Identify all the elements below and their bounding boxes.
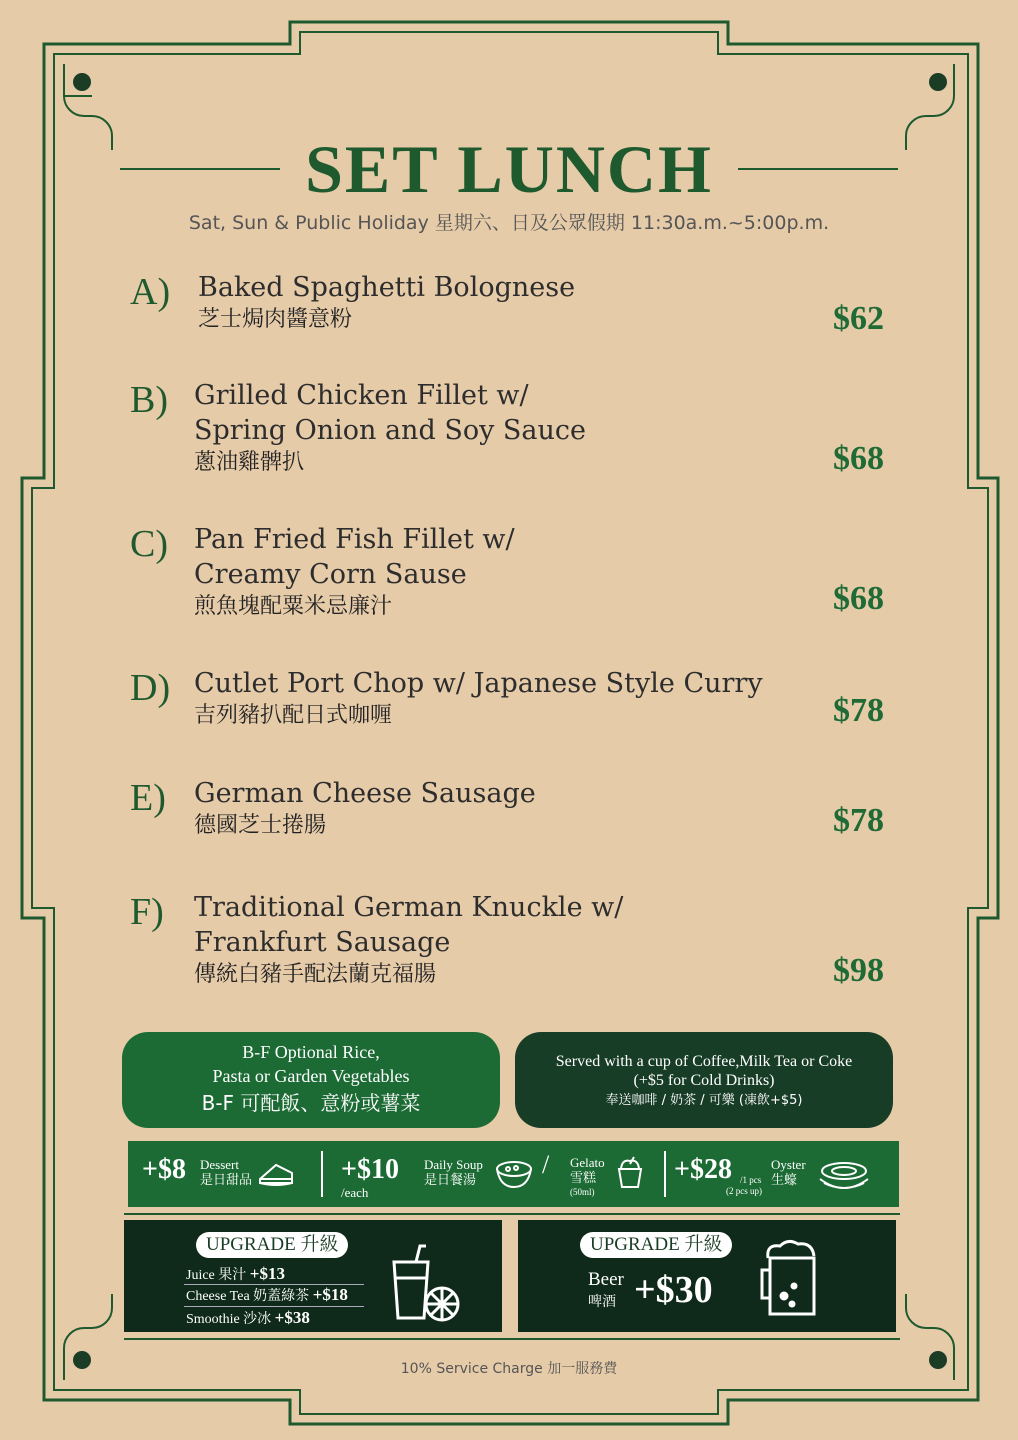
oyster-min: (2 pcs up)	[726, 1186, 762, 1196]
item-name-en: Pan Fried Fish Fillet w/	[194, 524, 515, 555]
drink-upgrade-panel	[124, 1220, 502, 1332]
oyster-icon	[816, 1157, 872, 1195]
title-rule-left	[120, 168, 280, 170]
gelato-label-en: Gelato	[570, 1155, 605, 1170]
smoothie-price: +$38	[274, 1308, 310, 1327]
sides-line-zh: B-F 可配飯、意粉或薯菜	[201, 1091, 421, 1115]
dessert-label-zh: 是日甜品	[200, 1172, 253, 1187]
item-name-zh: 煎魚塊配粟米忌廉汁	[194, 594, 393, 619]
item-letter: A)	[130, 271, 171, 313]
juice-label: Juice 果汁	[186, 1268, 247, 1283]
beer-upgrade-panel	[518, 1220, 896, 1332]
drink-included-pill	[515, 1032, 893, 1128]
item-letter: F)	[130, 891, 164, 933]
slash-divider: /	[542, 1150, 550, 1179]
item-name-zh: 吉列豬扒配日式咖喱	[194, 703, 393, 728]
optional-sides-pill	[122, 1032, 500, 1128]
smoothie-label: Smoothie 沙冰	[186, 1312, 272, 1327]
cheese-tea-price: +$18	[312, 1285, 348, 1304]
drink-line-zh: 奉送咖啡 / 奶茶 / 可樂 (凍飲+$5)	[605, 1093, 803, 1108]
item-price: $78	[833, 692, 884, 729]
item-name-en: Grilled Chicken Fillet w/	[194, 380, 529, 411]
beer-label-en: Beer	[588, 1269, 624, 1290]
item-name-en-2: Creamy Corn Sause	[194, 559, 467, 590]
soup-bowl-icon	[494, 1157, 534, 1191]
item-name-en: Cutlet Port Chop w/ Japanese Style Curry	[194, 668, 763, 699]
divider-line	[124, 1338, 900, 1340]
addon-divider	[321, 1151, 323, 1197]
item-name-zh: 蔥油雞髀扒	[194, 450, 305, 475]
item-letter: C)	[130, 523, 168, 565]
juice-price: +$13	[249, 1264, 285, 1283]
item-name-zh: 傳統白豬手配法蘭克福腸	[194, 962, 437, 987]
beer-price: +$30	[634, 1269, 713, 1311]
menu-item-b	[120, 378, 900, 488]
gelato-size: (50ml)	[570, 1187, 595, 1197]
item-name-en-2: Spring Onion and Soy Sauce	[194, 415, 586, 446]
item-name-zh: 芝士焗肉醬意粉	[198, 307, 353, 332]
item-price: $98	[833, 952, 884, 989]
menu-item-c	[120, 522, 900, 632]
gelato-label-zh: 雪糕	[570, 1170, 597, 1185]
cake-icon	[256, 1157, 296, 1189]
sides-line-2: Pasta or Garden Vegetables	[212, 1066, 410, 1086]
item-name-en: German Cheese Sausage	[194, 778, 536, 809]
oyster-label-en: Oyster	[771, 1157, 806, 1172]
item-name-en: Traditional German Knuckle w/	[194, 892, 624, 923]
service-charge-note: 10% Service Charge 加一服務費	[400, 1361, 618, 1377]
menu-item-f	[120, 890, 900, 1000]
menu-item-d	[120, 666, 900, 746]
beer-mug-icon	[758, 1236, 828, 1320]
soup-price: +$10	[341, 1154, 399, 1185]
oyster-price: +$28	[674, 1154, 732, 1185]
dessert-price: +$8	[142, 1154, 186, 1185]
menu-item-a	[120, 270, 900, 350]
page-title: SET LUNCH	[305, 131, 713, 207]
oyster-unit: /1 pcs	[740, 1175, 762, 1185]
oyster-label-zh: 生蠔	[771, 1172, 798, 1187]
upgrade-badge: UPGRADE 升級	[580, 1232, 732, 1258]
sides-line-1: B-F Optional Rice,	[242, 1042, 380, 1062]
item-price: $68	[833, 440, 884, 477]
title-rule-right	[738, 168, 898, 170]
addon-divider	[664, 1151, 666, 1197]
juice-glass-icon	[386, 1244, 466, 1324]
title-block	[0, 130, 1018, 209]
dessert-label-en: Dessert	[200, 1157, 239, 1172]
drink-line-2: (+$5 for Cold Drinks)	[633, 1072, 775, 1089]
item-letter: B)	[130, 379, 168, 421]
cheese-tea-label: Cheese Tea 奶蓋綠茶	[186, 1289, 310, 1304]
hours-subtitle: Sat, Sun & Public Holiday 星期六、日及公眾假期 11:30a.m.~5:00p.m.	[188, 212, 830, 234]
drink-line-1: Served with a cup of Coffee,Milk Tea or Coke	[555, 1053, 853, 1070]
item-price: $68	[833, 580, 884, 617]
item-price: $62	[833, 300, 884, 337]
item-letter: E)	[130, 777, 166, 819]
row-divider	[184, 1306, 364, 1307]
addon-bar	[128, 1141, 899, 1207]
menu-item-e	[120, 776, 900, 856]
item-price: $78	[833, 802, 884, 839]
item-name-en: Baked Spaghetti Bolognese	[198, 272, 576, 303]
item-name-en-2: Frankfurt Sausage	[194, 927, 451, 958]
soup-label-en: Daily Soup	[424, 1157, 483, 1172]
divider-line	[124, 1213, 900, 1215]
item-letter: D)	[130, 667, 171, 709]
upgrade-badge: UPGRADE 升級	[196, 1232, 348, 1258]
soup-label-zh: 是日餐湯	[424, 1172, 477, 1187]
soup-each: /each	[341, 1185, 369, 1200]
item-name-zh: 德國芝士捲腸	[194, 813, 327, 838]
gelato-cup-icon	[614, 1155, 646, 1189]
beer-label-zh: 啤酒	[588, 1294, 616, 1310]
